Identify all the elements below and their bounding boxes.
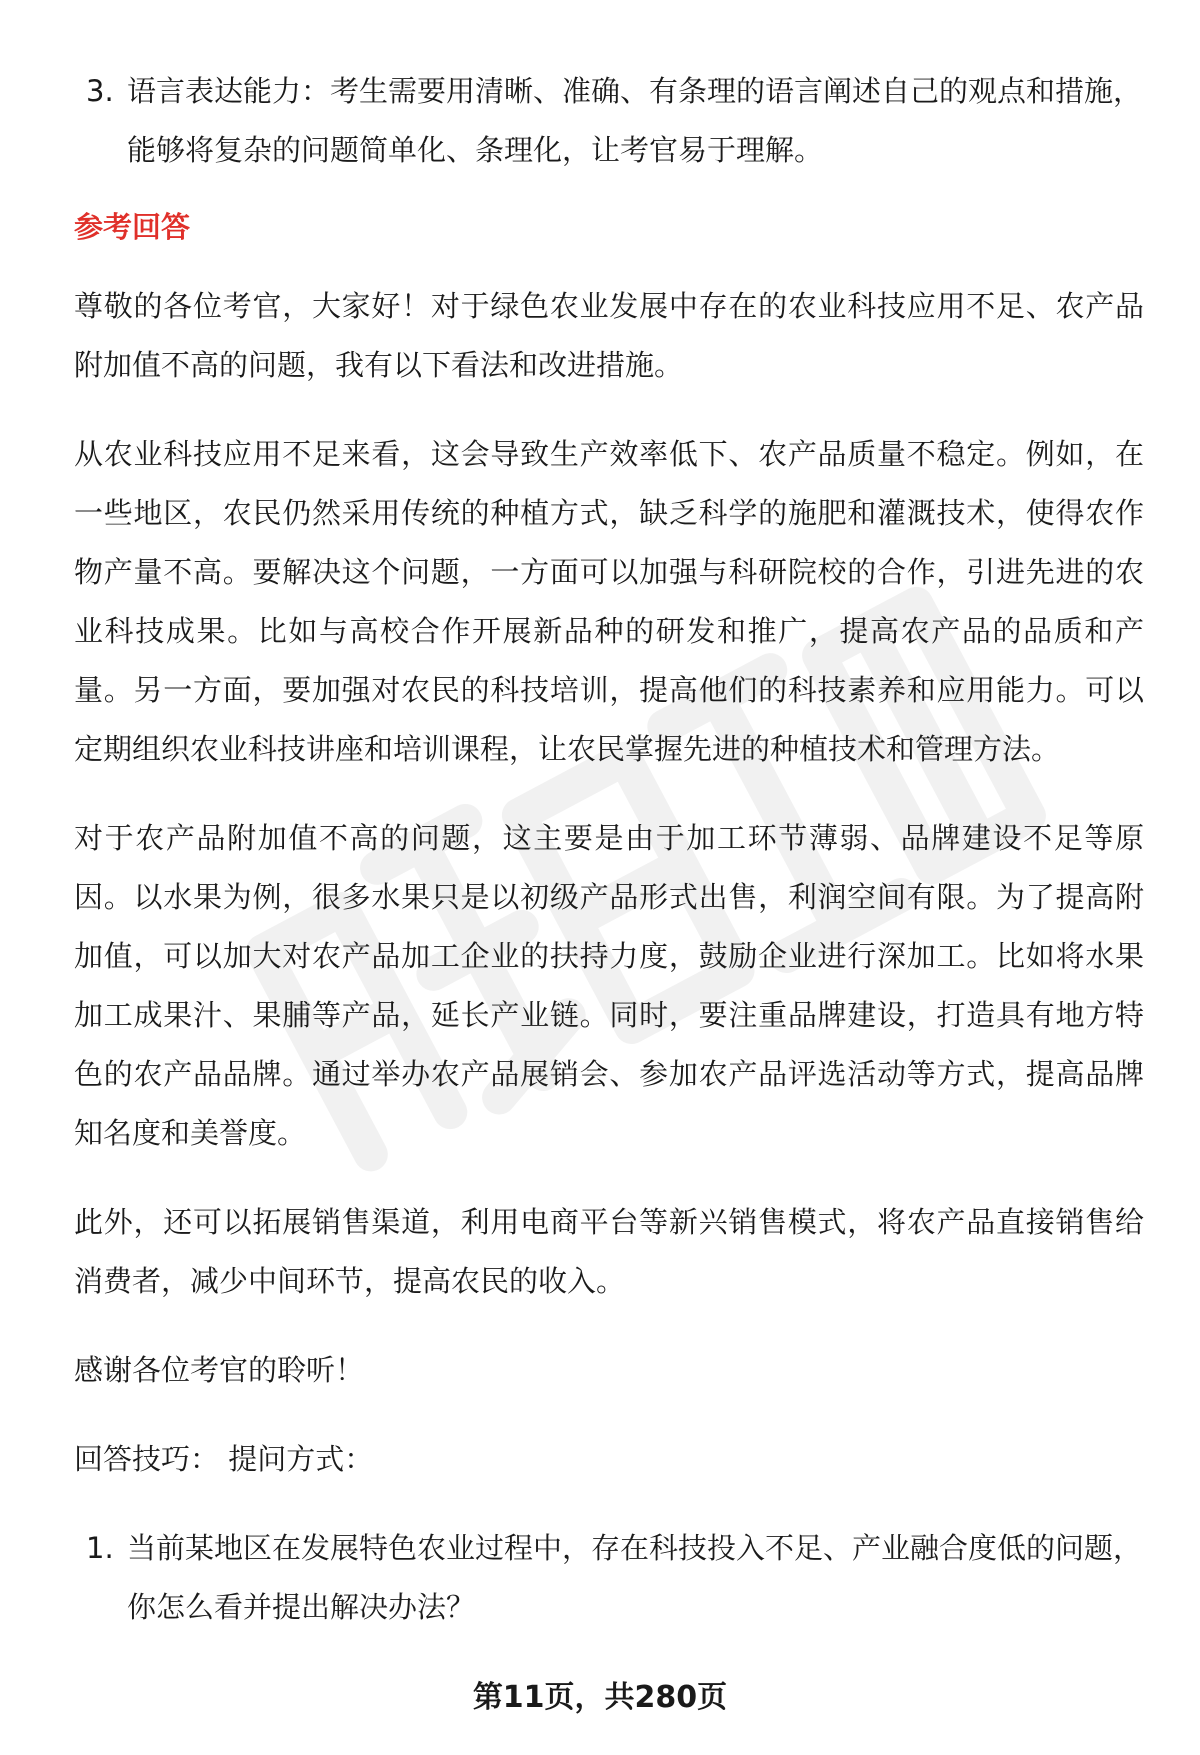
- page-footer: 第11页，共280页: [472, 1680, 728, 1715]
- paragraph-sales-channel: 此外，还可以拓展销售渠道，利用电商平台等新兴销售模式，将农产品直接销售给消费者，减少中间环节，提高农民的收入。: [74, 1205, 1144, 1298]
- paragraph-tech: 从农业科技应用不足来看，这会导致生产效率低下、农产品质量不稳定。例如，在一些地区，农民仍然采用传统的种植方式，缺乏科学的施肥和灌溉技术，使得农作物产量不高。要解决这个问题，一方面可以加强与科研院校的合作，引进先进的农业科技成果。比如与高校合作开展新品种的研发和推广，提高农产品的品质和产量。另一方面，要加强对农民的科技培训，提高他们的科技素养和应用能力。可以定期组织农业科技讲座和培训课程，让农民掌握先进的种植技术和管理方法。: [74, 437, 1144, 766]
- paragraph-value-added: 对于农产品附加值不高的问题，这主要是由于加工环节薄弱、品牌建设不足等原因。以水果为例，很多水果只是以初级产品形式出售，利润空间有限。为了提高附加值，可以加大对农产品加工企业的扶持力度，鼓励企业进行深加工。比如将水果加工成果汁、果脯等产品，延长产业链。同时，要注重品牌建设，打造具有地方特色的农产品品牌。通过举办农产品展销会、参加农产品评选活动等方式，提高品牌知名度和美誉度。: [74, 821, 1144, 1150]
- section-title: 参考回答: [74, 210, 191, 244]
- list-item-text: 当前某地区在发展特色农业过程中，存在科技投入不足、产业融合度低的问题，你怎么看并提出解决办法？: [127, 1531, 1143, 1624]
- paragraph-tips-heading: 回答技巧： 提问方式：: [74, 1442, 374, 1476]
- paragraph-thanks: 感谢各位考官的聆听！: [74, 1353, 365, 1387]
- paragraph-greeting: 尊敬的各位考官，大家好！对于绿色农业发展中存在的农业科技应用不足、农产品附加值不高的问题，我有以下看法和改进措施。: [74, 289, 1144, 382]
- list-item: [74, 1519, 1144, 1637]
- list-item-text: 语言表达能力：考生需要用清晰、准确、有条理的语言阐述自己的观点和措施，能够将复杂的问题简单化、条理化，让考官易于理解。: [127, 74, 1143, 167]
- list-number: 3.: [86, 74, 114, 108]
- list-number: 1.: [86, 1531, 114, 1565]
- list-item: [74, 62, 1144, 180]
- main-content: [74, 62, 1144, 1655]
